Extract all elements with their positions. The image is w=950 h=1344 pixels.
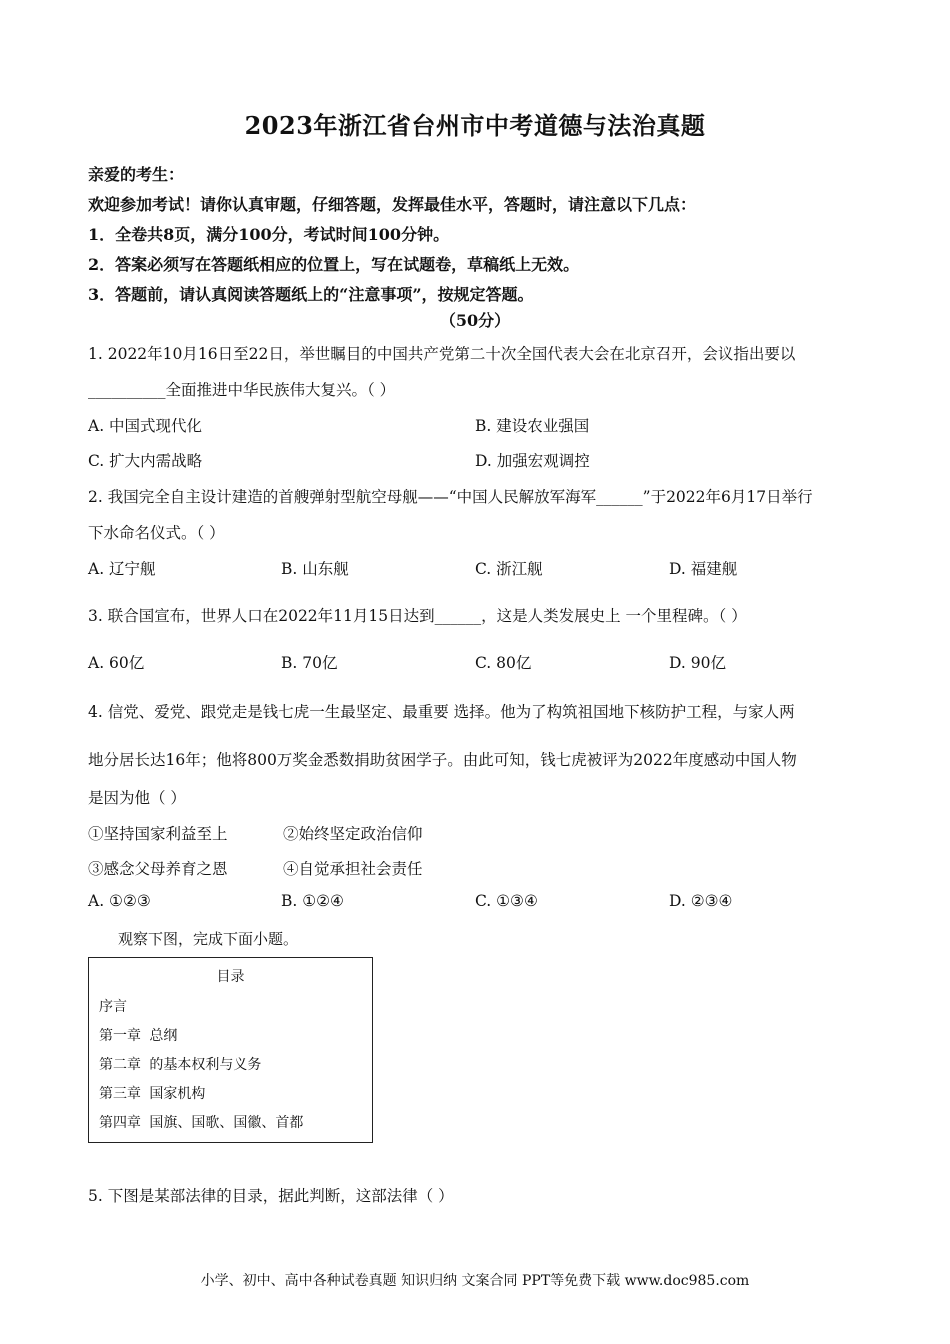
q4-statement-2: ②始终坚定政治信仰 — [283, 825, 423, 843]
welcome-line: 欢迎参加考试！请你认真审题，仔细答题，发挥最佳水平，答题时，请注意以下几点： — [88, 195, 697, 214]
law-table-of-contents — [88, 957, 373, 1143]
q4-option-d: D. ②③④ — [669, 892, 733, 910]
instruction-item: 1．全卷共8页，满分100分，考试时间100分钟。 — [88, 225, 450, 244]
q4-statement-3: ③感念父母养育之恩 — [88, 860, 228, 878]
question-4-line: 是因为他（ ） — [88, 789, 186, 807]
q3-option-d: D. 90亿 — [669, 654, 726, 672]
toc-title: 目录 — [216, 969, 245, 985]
q4-option-b: B. ①②④ — [281, 892, 344, 910]
q3-option-c: C. 80亿 — [475, 654, 532, 672]
section-score: （50分） — [439, 311, 511, 330]
question-2-line: 2. 我国完全自主设计建造的首艘弹射型航空母舰——“中国人民解放军海军______”于2022年6月17日举行 — [88, 488, 813, 506]
question-1-line: 1. 2022年10月16日至22日，举世瞩目的中国共产党第二十次全国代表大会在北京召开，会议指出要以 — [88, 345, 796, 363]
question-3-line: 3. 联合国宣布，世界人口在2022年11月15日达到______，这是人类发展史上 一个里程碑。（ ） — [88, 607, 747, 625]
q4-statement-1: ①坚持国家利益至上 — [88, 825, 228, 843]
exam-instructions — [88, 160, 696, 310]
q4-statement-4: ④自觉承担社会责任 — [283, 860, 423, 878]
instruction-item: 3．答题前，请认真阅读答题纸上的“注意事项”，按规定答题。 — [88, 285, 534, 304]
q2-option-d: D. 福建舰 — [669, 560, 738, 578]
toc-item: 序言 — [99, 999, 127, 1015]
toc-item: 第一章 总纲 — [99, 1028, 178, 1044]
toc-item: 第二章 的基本权利与义务 — [99, 1057, 262, 1073]
page-footer: 小学、初中、高中各种试卷真题 知识归纳 文案合同 PPT等免费下载 www.doc985.com — [200, 1273, 750, 1289]
q1-option-c: C. 扩大内需战略 — [88, 452, 203, 470]
q1-option-d: D. 加强宏观调控 — [475, 452, 590, 470]
toc-item: 第四章 国旗、国歌、国徽、首都 — [99, 1115, 304, 1131]
q2-option-b: B. 山东舰 — [281, 560, 349, 578]
question-1-line: __________全面推进中华民族伟大复兴。（ ） — [88, 381, 396, 399]
greeting: 亲爱的考生： — [88, 165, 185, 184]
figure-instruction: 观察下图，完成下面小题。 — [118, 930, 299, 948]
toc-item: 第三章 国家机构 — [99, 1086, 206, 1102]
q3-option-a: A. 60亿 — [88, 654, 145, 672]
question-4-line: 地分居长达16年；他将800万奖金悉数捐助贫困学子。由此可知，钱七虎被评为2022年度感动中国人物 — [88, 751, 797, 769]
q4-option-a: A. ①②③ — [88, 892, 151, 910]
q2-option-a: A. 辽宁舰 — [88, 560, 156, 578]
q3-option-b: B. 70亿 — [281, 654, 338, 672]
q4-option-c: C. ①③④ — [475, 892, 538, 910]
q1-option-a: A. 中国式现代化 — [88, 417, 203, 435]
question-5-line: 5. 下图是某部法律的目录，据此判断，这部法律（ ） — [88, 1187, 454, 1205]
q2-option-c: C. 浙江舰 — [475, 560, 543, 578]
instruction-item: 2．答案必须写在答题纸相应的位置上，写在试题卷，草稿纸上无效。 — [88, 255, 580, 274]
question-2-line: 下水命名仪式。（ ） — [88, 524, 225, 542]
q1-option-b: B. 建设农业强国 — [475, 417, 590, 435]
page-title: 2023年浙江省台州市中考道德与法治真题 — [244, 111, 706, 140]
question-4-line: 4. 信党、爱党、跟党走是钱七虎一生最坚定、最重要 选择。他为了构筑祖国地下核防护工程，与家人两 — [88, 703, 795, 721]
